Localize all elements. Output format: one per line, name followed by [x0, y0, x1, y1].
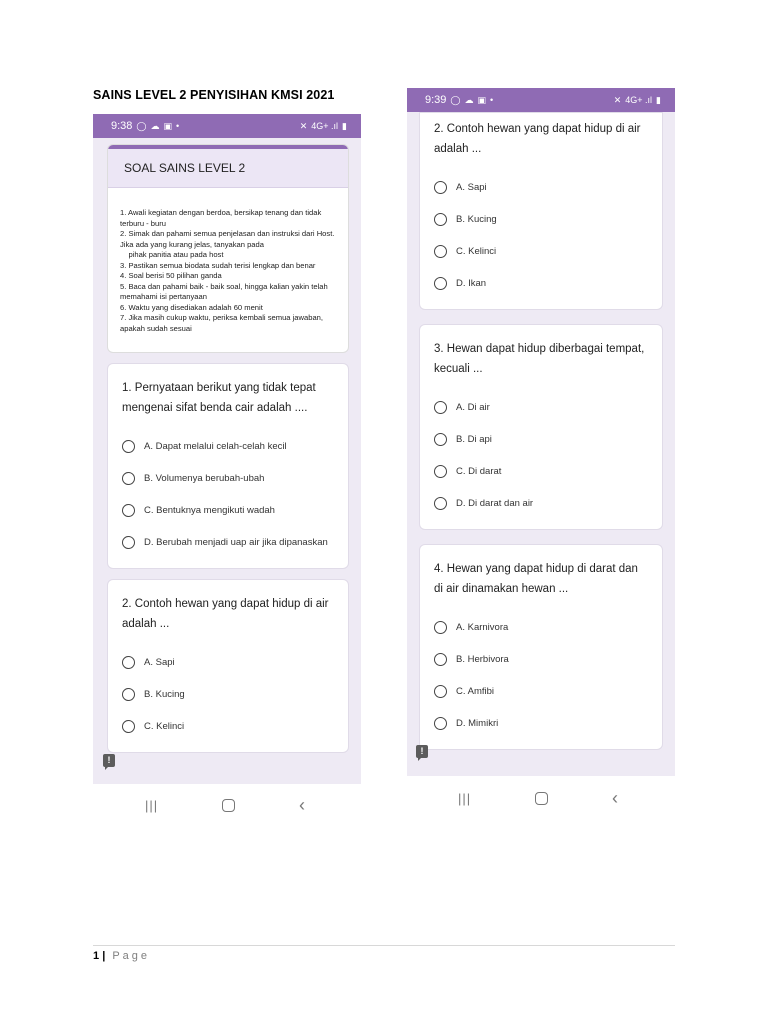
- gallery-icon: ▣: [163, 120, 173, 131]
- answer-option[interactable]: [434, 235, 648, 267]
- option-label: C. Di darat: [456, 465, 502, 477]
- mute-icon: ✕: [299, 120, 308, 131]
- option-label: A. Di air: [456, 401, 490, 413]
- battery-icon: ▮: [342, 120, 347, 131]
- status-bar: [93, 114, 361, 138]
- answer-option[interactable]: [122, 646, 334, 678]
- radio-button[interactable]: [434, 181, 447, 194]
- whatsapp-icon: ◯: [136, 120, 147, 131]
- cloud-icon: ☁: [464, 94, 474, 105]
- radio-button[interactable]: [434, 621, 447, 634]
- rule-item: 3. Pastikan semua biodata sudah terisi lengkap dan benar: [120, 260, 316, 270]
- gallery-icon: ▣: [477, 94, 487, 105]
- answer-option[interactable]: [122, 678, 334, 710]
- feedback-icon[interactable]: !: [103, 754, 115, 767]
- radio-button[interactable]: [434, 245, 447, 258]
- status-bar: [407, 88, 675, 112]
- option-label: A. Dapat melalui celah-celah kecil: [144, 440, 287, 452]
- answer-option[interactable]: [434, 675, 648, 707]
- radio-button[interactable]: [434, 653, 447, 666]
- page-number: 1: [93, 950, 100, 962]
- option-label: D. Berubah menjadi uap air jika dipanaskan: [144, 536, 328, 548]
- page-footer: [93, 950, 150, 962]
- radio-button[interactable]: [434, 465, 447, 478]
- android-nav-bar: [458, 788, 618, 809]
- radio-button[interactable]: [434, 213, 447, 226]
- answer-option[interactable]: [434, 487, 648, 519]
- option-label: B. Di api: [456, 433, 492, 445]
- answer-option[interactable]: [122, 494, 334, 526]
- radio-button[interactable]: [434, 277, 447, 290]
- question-text: 3. Hewan dapat hidup diberbagai tempat, kecuali ...: [434, 343, 645, 375]
- home-icon[interactable]: [222, 799, 235, 812]
- radio-button[interactable]: [434, 685, 447, 698]
- option-label: D. Mimikri: [456, 717, 499, 729]
- answer-option[interactable]: [434, 455, 648, 487]
- option-label: B. Herbivora: [456, 653, 509, 665]
- option-label: C. Amfibi: [456, 685, 495, 697]
- page-label: Page: [112, 950, 151, 962]
- home-icon[interactable]: [535, 792, 548, 805]
- option-label: B. Kucing: [144, 688, 185, 700]
- battery-icon: ▮: [656, 94, 661, 105]
- radio-button[interactable]: [122, 688, 135, 701]
- question-card: [419, 544, 663, 750]
- answer-option[interactable]: [434, 171, 648, 203]
- left-phone-screenshot: [93, 114, 361, 784]
- answer-option[interactable]: [122, 526, 334, 558]
- right-phone-screenshot: [407, 88, 675, 776]
- question-text: 1. Pernyataan berikut yang tidak tepat mengenai sifat benda cair adalah ....: [122, 382, 316, 414]
- mute-icon: ✕: [613, 94, 622, 105]
- rules-list: [108, 188, 348, 352]
- option-label: B. Volumenya berubah-ubah: [144, 472, 265, 484]
- question-card: [107, 579, 349, 753]
- option-label: C. Kelinci: [456, 245, 497, 257]
- form-title: SOAL SAINS LEVEL 2: [108, 145, 348, 188]
- question-text: 4. Hewan yang dapat hidup di darat dan di air dinamakan hewan ...: [434, 563, 638, 595]
- rule-item: 1. Awali kegiatan dengan berdoa, bersikap tenang dan tidak terburu - buru: [120, 208, 324, 228]
- answer-option[interactable]: [434, 267, 648, 299]
- radio-button[interactable]: [122, 440, 135, 453]
- answer-option[interactable]: [434, 423, 648, 455]
- option-label: A. Sapi: [456, 181, 487, 193]
- form-header: [107, 144, 349, 353]
- rule-item: 4. Soal berisi 50 pilihan ganda: [120, 271, 222, 280]
- radio-button[interactable]: [122, 536, 135, 549]
- question-card: [107, 363, 349, 569]
- radio-button[interactable]: [434, 433, 447, 446]
- recents-icon[interactable]: |||: [145, 798, 159, 813]
- rule-item: 2. Simak dan pahami semua penjelasan dan instruksi dari Host. Jika ada yang kurang jelas, tanyakan pada pihak panitia atau pada host: [120, 229, 335, 259]
- radio-button[interactable]: [122, 504, 135, 517]
- signal-indicator: 4G+ .ıl: [625, 95, 653, 105]
- rule-item: 5. Baca dan pahami baik - baik soal, hingga kalian yakin telah memahami isi pertanyaan: [120, 281, 330, 301]
- answer-option[interactable]: [434, 203, 648, 235]
- answer-option[interactable]: [122, 462, 334, 494]
- answer-option[interactable]: [434, 643, 648, 675]
- option-label: C. Bentuknya mengikuti wadah: [144, 504, 275, 516]
- footer-separator: |: [102, 950, 106, 962]
- status-time: 9:38: [111, 120, 133, 132]
- answer-option[interactable]: [434, 611, 648, 643]
- back-icon[interactable]: ‹: [611, 788, 618, 808]
- radio-button[interactable]: [122, 720, 135, 733]
- question-card: [419, 112, 663, 310]
- answer-option[interactable]: [434, 391, 648, 423]
- option-label: D. Di darat dan air: [456, 497, 534, 509]
- dot-icon: •: [176, 121, 180, 131]
- question-text: 2. Contoh hewan yang dapat hidup di air adalah ...: [434, 123, 641, 155]
- option-label: B. Kucing: [456, 213, 497, 225]
- dot-icon: •: [490, 95, 494, 105]
- recents-icon[interactable]: |||: [458, 791, 472, 806]
- radio-button[interactable]: [122, 656, 135, 669]
- answer-option[interactable]: [122, 710, 334, 742]
- status-time: 9:39: [425, 94, 447, 106]
- radio-button[interactable]: [434, 401, 447, 414]
- question-card: [419, 324, 663, 530]
- signal-indicator: 4G+ .ıl: [311, 121, 339, 131]
- option-label: A. Karnivora: [456, 621, 509, 633]
- option-label: C. Kelinci: [144, 720, 185, 732]
- back-icon[interactable]: ‹: [298, 795, 305, 815]
- whatsapp-icon: ◯: [450, 94, 461, 105]
- option-label: D. Ikan: [456, 277, 487, 289]
- option-label: A. Sapi: [144, 656, 175, 668]
- radio-button[interactable]: [434, 717, 447, 730]
- radio-button[interactable]: [434, 497, 447, 510]
- radio-button[interactable]: [122, 472, 135, 485]
- answer-option[interactable]: [122, 430, 334, 462]
- question-text: 2. Contoh hewan yang dapat hidup di air adalah ...: [122, 598, 329, 630]
- android-nav-bar: [145, 795, 305, 816]
- cloud-icon: ☁: [150, 120, 160, 131]
- answer-option[interactable]: [434, 707, 648, 739]
- footer-divider: [93, 945, 675, 946]
- feedback-icon[interactable]: !: [416, 745, 428, 758]
- rule-item: 7. Jika masih cukup waktu, periksa kembali semua jawaban, apakah sudah sesuai: [120, 313, 326, 333]
- rule-item: 6. Waktu yang disediakan adalah 60 menit: [120, 302, 263, 312]
- document-title: SAINS LEVEL 2 PENYISIHAN KMSI 2021: [93, 88, 335, 102]
